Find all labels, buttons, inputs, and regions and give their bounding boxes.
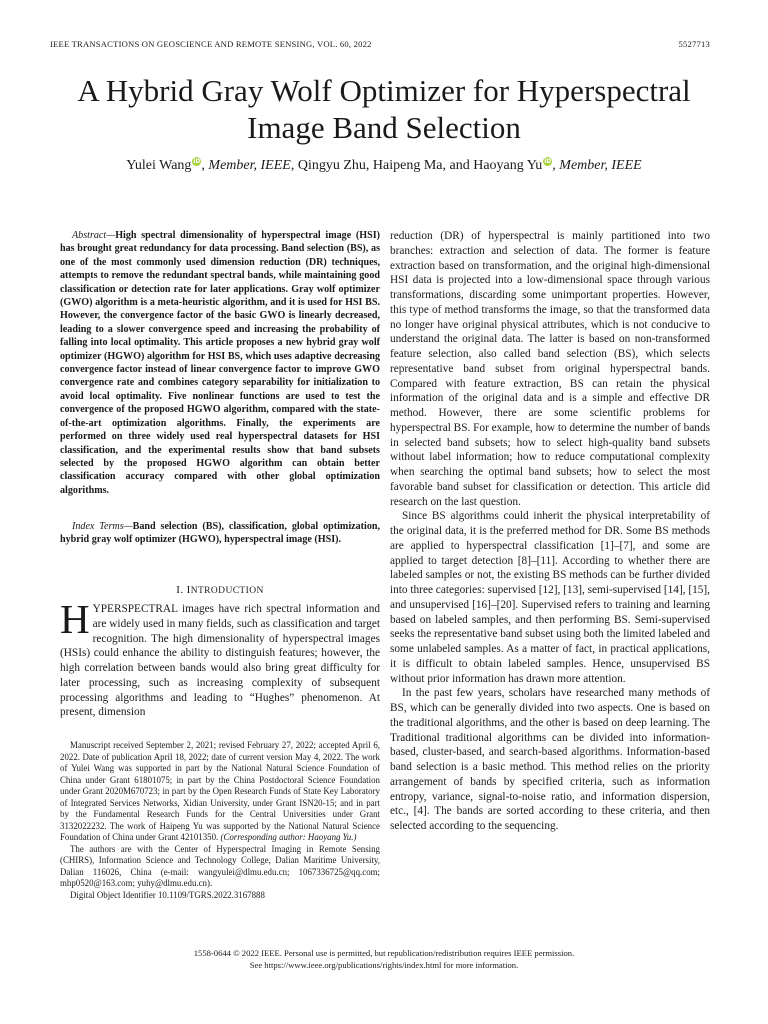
footnote-doi: Digital Object Identifier 10.1109/TGRS.2022.3167888: [70, 889, 265, 900]
author-list: [40, 156, 728, 176]
title-line-1: A Hybrid Gray Wolf Optimizer for Hyperspectral: [77, 73, 691, 108]
journal-name: IEEE TRANSACTIONS ON GEOSCIENCE AND REMOTE SENSING, VOL. 60, 2022: [50, 39, 372, 49]
author-membership: Member, IEEE: [559, 158, 642, 173]
footnotes: [60, 740, 380, 901]
author-separator: ,: [290, 158, 298, 173]
running-header: [50, 39, 710, 53]
orcid-icon[interactable]: iD: [544, 158, 552, 166]
copyright-line-2: See https://www.ieee.org/publications/rights/index.html for more information.: [249, 959, 519, 970]
section-name-first: I: [186, 584, 191, 596]
copyright-notice: [40, 948, 728, 971]
orcid-icon[interactable]: iD: [193, 158, 201, 166]
author-name: Qingyu Zhu: [297, 158, 366, 173]
index-terms-label: Index Terms—: [72, 521, 133, 532]
intro-body: images have rich spectral information and are widely used in many fields, such as classification and target recognition. The high dimensionality of hyperspectral images (HSIs) could enhance the ability to distinguish features; however, the high correlation between bands would also bring great difficulty for later processing, such as increasing complexity of subsequent processing algorithms and leading to “Hughes” phenomenon. At present, dimension: [60, 603, 380, 719]
copyright-line-1: 1558-0644 © 2022 IEEE. Personal use is permitted, but republication/redistribution requires IEEE permission.: [193, 948, 575, 958]
index-terms: [60, 520, 380, 547]
author-separator: ,: [201, 158, 209, 173]
section-number: I.: [176, 584, 187, 596]
paragraph: reduction (DR) of hyperspectral is mainly partitioned into two branches: extraction and selection of data. The former is feature extraction based on transformation, and the original high-dimensional HSI data is projected into a low-dimensional space through various transformations, discarding some unimportant properties. However, this type of method transforms the image, so that the transformed data no longer have original physical attributes, which is not conducive to understand the original data. The latter is based on non-transformed feature selection, also called band selection (BS), which selects representative band subset from original hyperspectral bands. Compared with feature extraction, BS can retain the physical information of the original data and is a simple and effective DR method. However, there are some scientific problems for hyperspectral BS. For example, how to determine the number of bands in selected band subsets; how to select high-quality band subsets without label information; how to reduce computational complexity when searching the optimal band subsets; how to select the most favorable band subset for classification or detection. This article did research on the last question.: [390, 230, 710, 508]
section-name-rest: NTRODUCTION: [190, 586, 264, 596]
author-name: Haipeng Ma: [372, 158, 443, 173]
footnote-affiliation: The authors are with the Center of Hyperspectral Imaging in Remote Sensing (CHIRS), Information Science and Technology College, Dalian Maritime University, Dalian 116026, China (e-mail: wangyulei@dlmu.edu.cn; 1067336725@qq.com; mhp0520@163.com; yuhy@dlmu.edu.cn).: [60, 843, 380, 888]
page-number: 5527713: [678, 39, 710, 49]
abstract: [60, 229, 380, 497]
author-separator: ,: [552, 158, 560, 173]
paragraph: Since BS algorithms could inherit the physical interpretability of the original data, it is the preferred method for DR. Some BS methods are applied to hyperspectral classification [1]–[7], and some are applied to target detection [8]–[11]. According to whether there are labeled samples or not, the existing BS methods can be further divided into three categories: supervised [12], [13], semi-supervised [14], [15], and unsupervised [16]–[20]. Supervised refers to training and learning based on labeled samples, and then performing BS. Semi-supervised seeks the representative band subset using both the limited labeled and some unlabeled samples. As a matter of fact, in practical applications, it is difficult to obtain labeled samples. Hence, unsupervised BS without prior information has drawn more attention.: [390, 510, 710, 685]
abstract-label: Abstract—: [72, 230, 116, 241]
corresponding-author: (Corresponding author: Haoyang Yu.): [220, 832, 357, 842]
intro-lead: YPERSPECTRAL: [92, 603, 178, 615]
index-terms-text: Band selection (BS), classification, global optimization, hybrid gray wolf optimizer (HGWO), hyperspectral image (HSI).: [60, 521, 380, 546]
drop-cap: H: [60, 596, 90, 642]
paragraph: In the past few years, scholars have researched many methods of BS, which can be generally divided into two aspects. One is based on the traditional algorithms, and the other is based on deep learning. The Traditional traditional algorithms can be divided into information-based, cluster-based, and search-based algorithms. Information-based band selection is a basic method. This method relies on the priority arrangement of bands by specified criteria, such as information entropy, variance, signal-to-noise ratio, and information dispersion, etc., [4]. The bands are sorted according to these criteria, and then selected according to the sequencing.: [390, 687, 710, 832]
title-line-2: Image Band Selection: [247, 110, 521, 145]
intro-text: [60, 596, 380, 720]
footnote-manuscript-text: Manuscript received September 2, 2021; revised February 27, 2022; accepted April 6, 2022. Date of publication April 18, 2022; date of current version May 4, 2022. The work of Yulei Wang was supported in part by the National Natural Science Foundation of China under Grant 61801075; in part by the China Postdoctoral Science Foundation under Grant 2020M670723; in part by the Open Research Funds of State Key Laboratory of Integrated Services Networks, Xidian University, under Grant ISN20-15; and in part by the Fundamental Research Funds for the Central Universities under Grant 3132022232. The work of Haipeng Yu was supported by the National Natural Science Foundation of China under Grant 42101350.: [60, 740, 380, 842]
introduction-paragraph: [60, 596, 380, 720]
author-separator: , and: [442, 158, 474, 173]
right-column: [390, 229, 710, 834]
footnote-manuscript: [60, 740, 380, 844]
author-membership: Member, IEEE: [208, 158, 291, 173]
author-separator: ,: [365, 158, 373, 173]
paper-title: [40, 72, 728, 146]
author-name: Haoyang Yu: [473, 158, 543, 173]
abstract-text: High spectral dimensionality of hyperspectral image (HSI) has brought great redundancy for data processing. Band selection (BS), as one of the most commonly used dimension reduction (DR) techniques, attempts to remove the redundant spectral bands, while maintaining good classification or detection rate for later applications. Gray wolf optimizer (GWO) algorithm is a meta-heuristic algorithm, and it is used for HSI BS. However, the convergence factor of the basic GWO is linearly decreased, leading to a slower convergence speed and increasing the probability of falling into local optimality. This article proposes a new hybrid gray wolf optimizer (HGWO) algorithm for HSI BS, which uses adaptive decreasing convergence factor instead of linear convergence factor to improve GWO convergence rate and combines category separability for initialization to avoid local optimality. Five nonlinear functions are used to test the convergence of the proposed HGWO algorithm, compared with the state-of-the-art optimization algorithms. Finally, the experiments are performed on three widely used real hyperspectral datasets for HSI classification, and the experimental results show that band subsets selected by the proposed HGWO algorithm can obtain better classification accuracy compared with other global optimization algorithms.: [60, 230, 380, 496]
section-heading: [60, 584, 380, 596]
author-name: Yulei Wang: [126, 158, 192, 173]
